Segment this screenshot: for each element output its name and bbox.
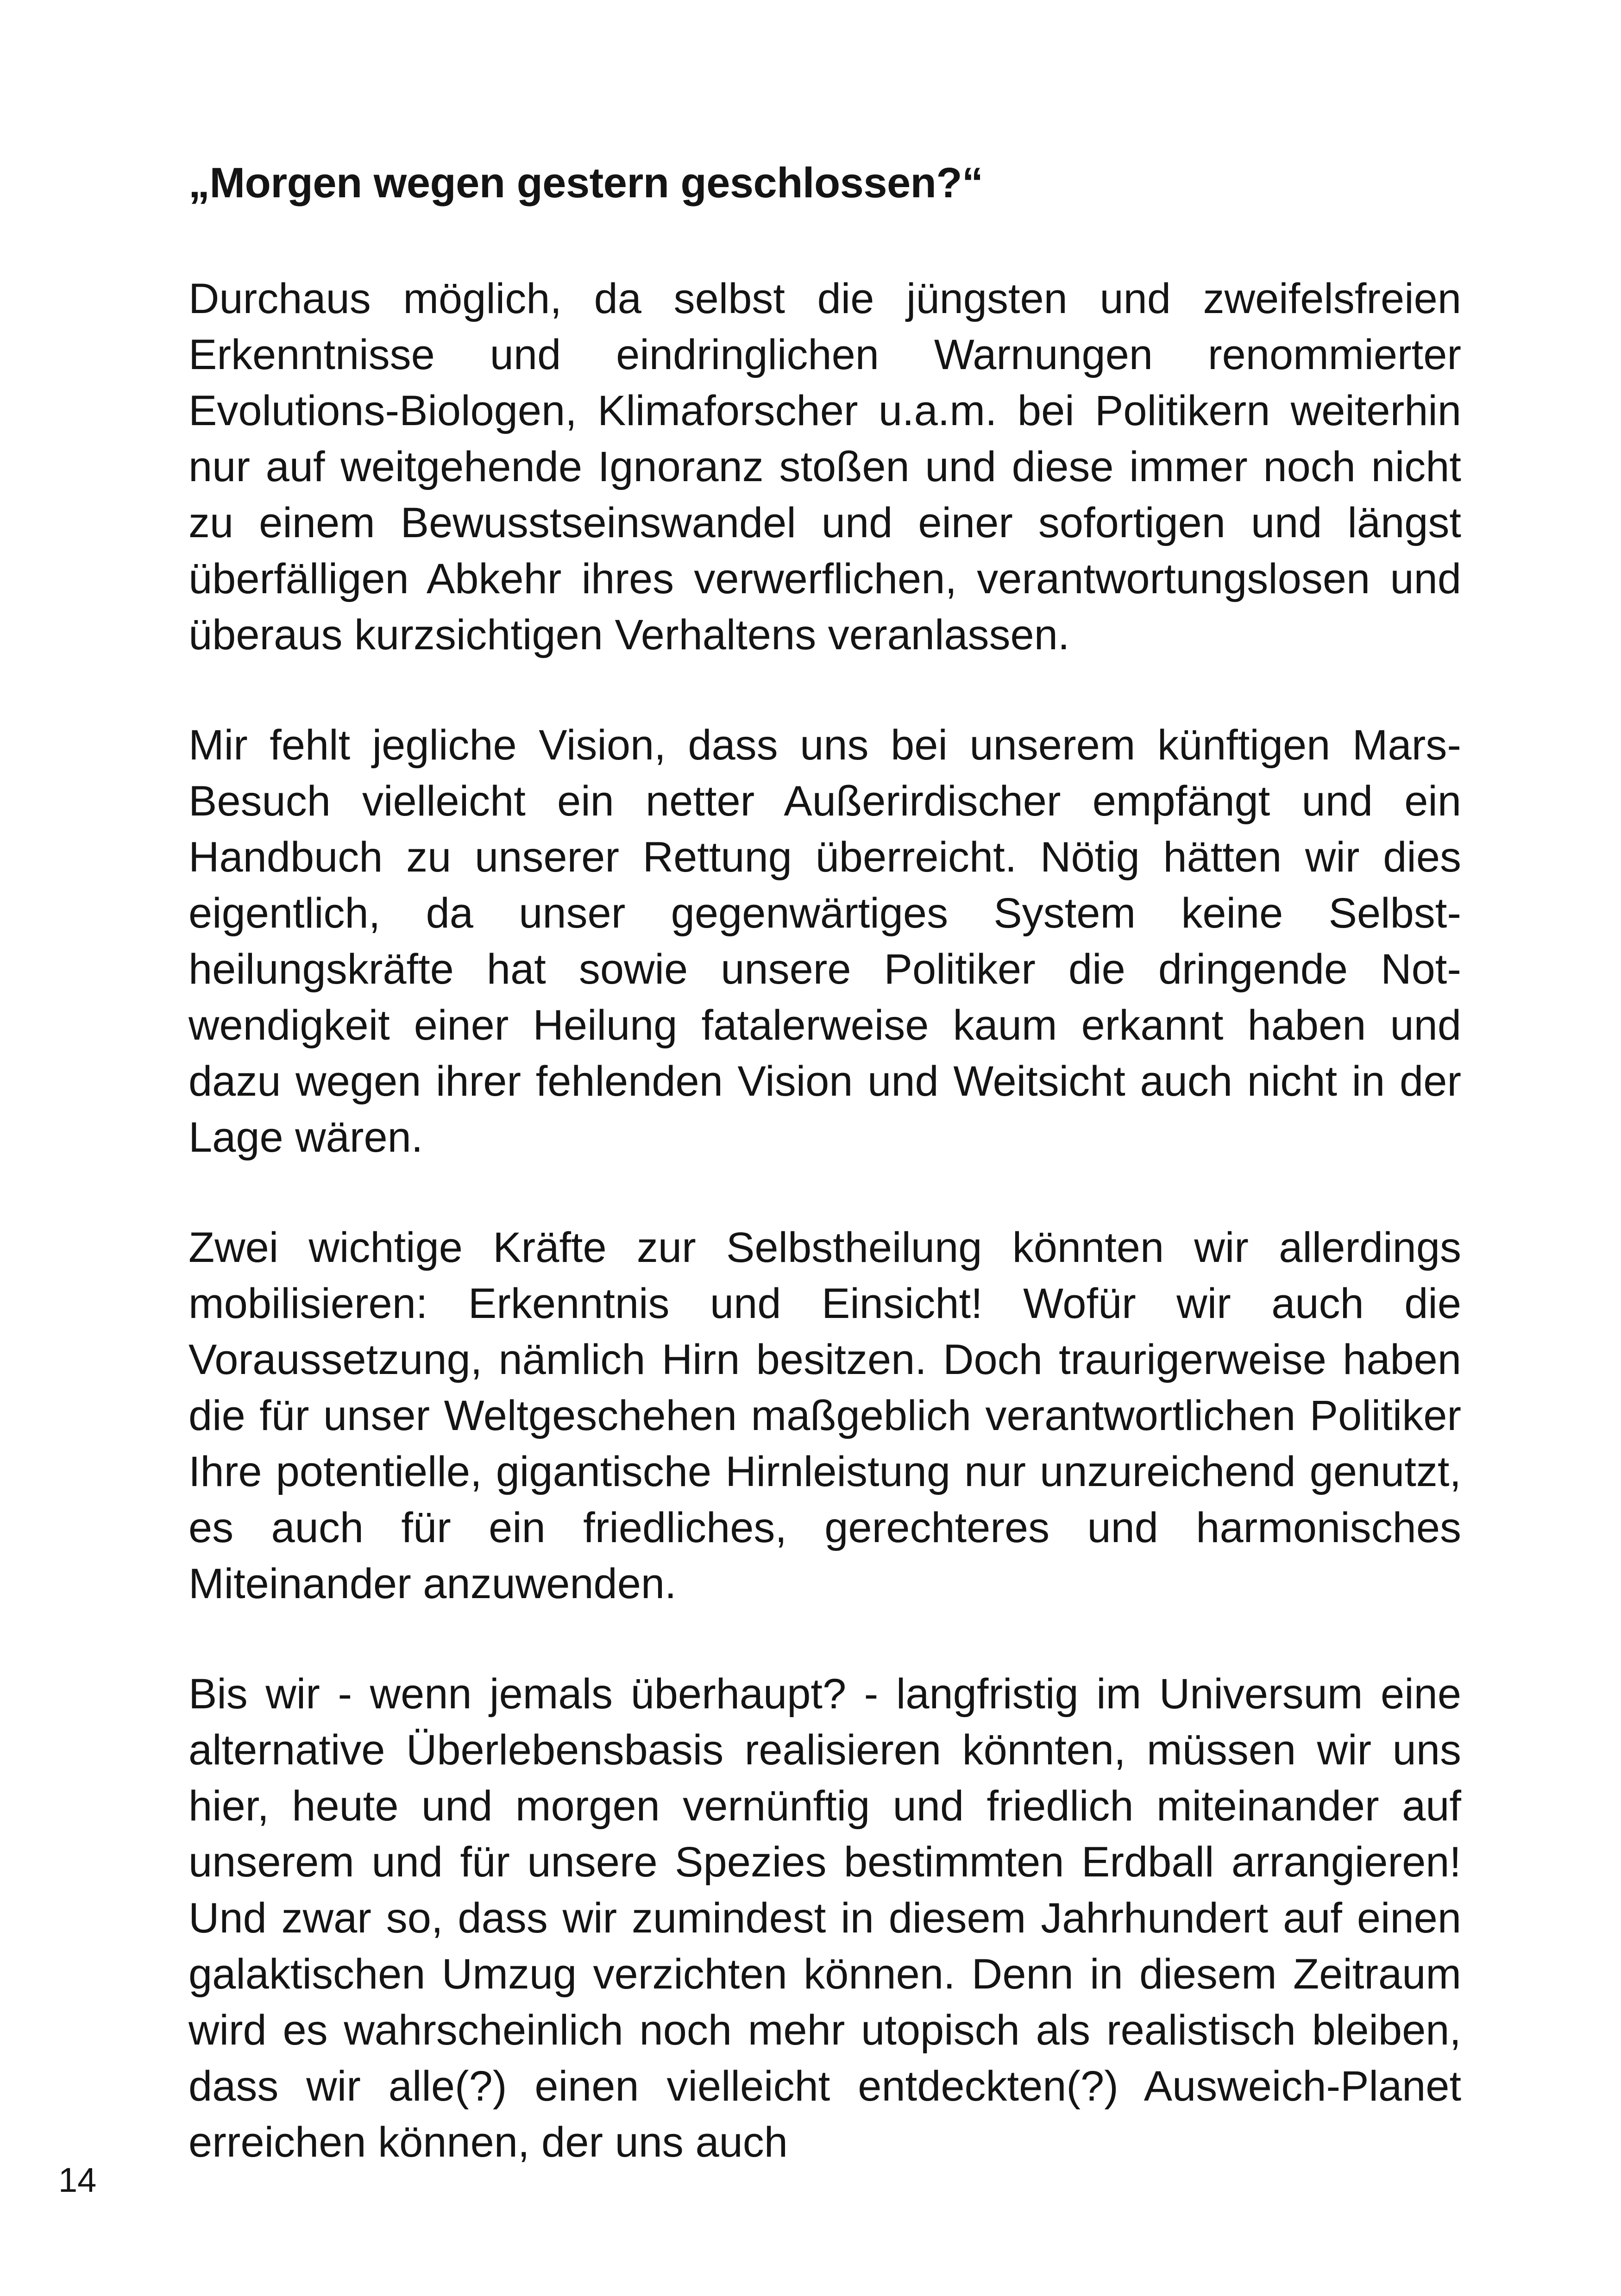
document-title: „Morgen wegen gestern geschlossen?“ [188, 159, 983, 207]
paragraph-4: Bis wir - wenn jemals überhaupt? - langfristig im Universum eine alternative Überlebensbasis realisieren könnten, müssen wir uns hier, heute und morgen vernünftig und friedlich miteinander auf unserem und für unsere Spezies bestimmten Erdball arrangieren! Und zwar so, dass wir zumindest in diesem Jahrhundert auf einen galaktischen Umzug verzichten können. Denn in diesem Zeitraum wird es wahrscheinlich noch mehr utopisch als realistisch bleiben, dass wir alle(?) einen vielleicht entdeckten(?) Ausweich-Planet erreichen können, der uns auch [188, 1670, 1461, 2166]
page-number: 14 [58, 2161, 97, 2199]
paragraph-1: Durchaus möglich, da selbst die jüngsten und zweifelsfreien Erkenntnisse und eindringlichen Warnungen renommierter Evolutions-Biologen, Klimaforscher u.a.m. bei Politikern weiterhin nur auf weitgehende Ignoranz stoßen und diese immer noch nicht zu einem Bewusstseinswandel und einer sofortigen und längst überfälligen Abkehr ihres verwerflichen, verantwortungslosen und überaus kurzsichtigen Verhaltens veranlassen. [188, 275, 1461, 659]
document-page [188, 153, 1461, 2171]
paragraph-2: Mir fehlt jegliche Vision, dass uns bei unserem künftigen MarsBesuch vielleicht ein netter Außerirdischer empfängt und ein Handbuch zu unserer Rettung überreicht. Nötig hätten wir dies eigentlich, da unser gegenwärtiges System keine Selbstheilungskräfte hat sowie unsere Politiker die dringende Notwendigkeit einer Heilung fatalerweise kaum erkannt haben und dazu wegen ihrer fehlenden Vision und Weitsicht auch nicht in der Lage wären. [188, 721, 1461, 1161]
paragraph-3: Zwei wichtige Kräfte zur Selbstheilung könnten wir allerdings mobilisieren: Erkenntnis und Einsicht! Wofür wir auch die Voraussetzung, nämlich Hirn besitzen. Doch traurigerweise haben die für unser Weltgeschehen maßgeblich verantwortlichen Politiker Ihre potentielle, gigantische Hirnleistung nur unzureichend genutzt, es auch für ein friedliches, gerechteres und harmonisches Miteinander anzuwenden. [188, 1224, 1461, 1607]
